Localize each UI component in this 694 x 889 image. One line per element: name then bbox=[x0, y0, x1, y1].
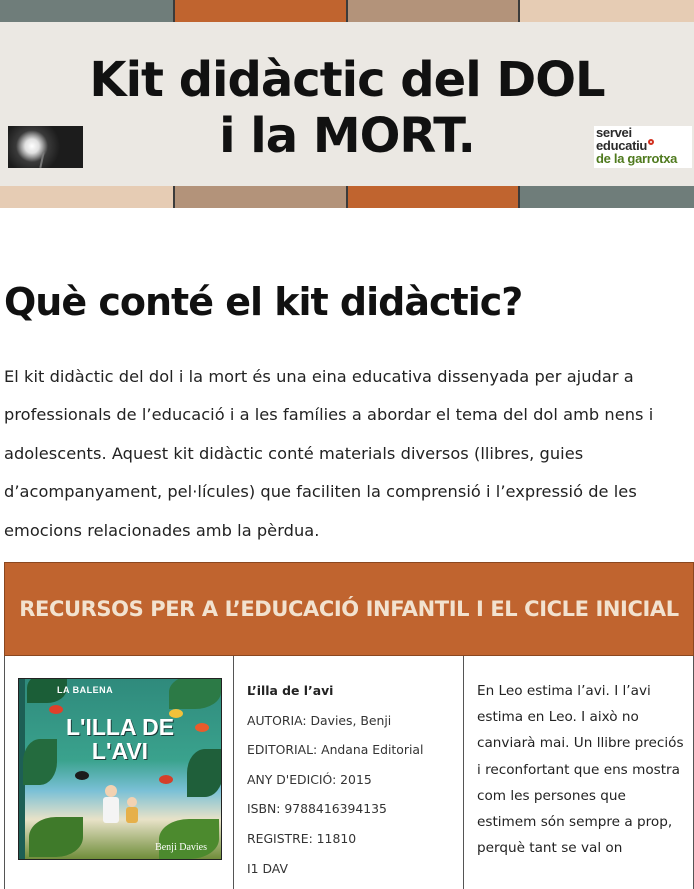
resource-table bbox=[4, 656, 694, 889]
resources-section-header bbox=[4, 562, 694, 656]
leaf-shape bbox=[169, 678, 221, 709]
book-publisher: EDITORIAL: Andana Editorial bbox=[247, 742, 424, 758]
stripe-segment bbox=[520, 0, 694, 22]
book-isbn: ISBN: 9788416394135 bbox=[247, 801, 387, 817]
logo-line3: de la garrotxa bbox=[596, 151, 678, 166]
book-title: L’illa de l’avi bbox=[247, 683, 334, 698]
book-description-cell bbox=[464, 656, 694, 889]
banner-title bbox=[0, 52, 694, 164]
cover-title-line1: L'ILLA DE bbox=[65, 714, 175, 740]
book-signature: I1 DAV bbox=[247, 860, 288, 876]
leaf-shape bbox=[159, 819, 219, 859]
cover-author: Benji Davies bbox=[155, 842, 207, 853]
stripe-segment bbox=[0, 186, 175, 208]
book-details-cell bbox=[234, 656, 464, 889]
stripe-segment bbox=[0, 0, 175, 22]
logo-line1: servei bbox=[596, 125, 632, 140]
grandfather-body bbox=[103, 797, 119, 823]
leaf-shape bbox=[29, 817, 83, 857]
logo-dot-icon bbox=[648, 139, 654, 145]
cover-publisher: LA BALENA bbox=[57, 685, 114, 695]
grandfather-head bbox=[105, 785, 117, 797]
parrot-shape bbox=[75, 771, 89, 780]
intro-paragraph: El kit didàctic del dol i la mort és una eina educativa dissenyada per ajudar a professionals de l’educació i a les famílies a abordar el tema del dol amb nens i adolescents. Aquest kit didàctic conté materials diversos (llibres, guies d’acompanyament, pel·lícules) que faciliten la comprensió i l’expressió de les emocions relacionades amb la pèrdua. bbox=[4, 367, 654, 540]
servei-educatiu-logo[interactable] bbox=[594, 126, 692, 168]
stripe-segment bbox=[520, 186, 694, 208]
parrot-shape bbox=[49, 705, 63, 714]
resources-section-title: RECURSOS PER A L’EDUCACIÓ INFANTIL I EL CICLE INICIAL bbox=[19, 597, 679, 621]
header-banner bbox=[0, 0, 694, 208]
parrot-shape bbox=[159, 775, 173, 784]
book-description: En Leo estima l’avi. I l’avi estima en Leo. I això no canviarà mai. Un llibre preciós i reconfortant que ens mostra com les persones que estimem són sempre a prop, perquè tant se val on bbox=[477, 683, 684, 857]
top-color-stripe bbox=[0, 0, 694, 22]
section-heading: Què conté el kit didàctic? bbox=[4, 280, 523, 324]
book-year: ANY D'EDICIÓ: 2015 bbox=[247, 771, 372, 787]
book-details bbox=[247, 676, 457, 883]
book-author: AUTORIA: Davies, Benji bbox=[247, 712, 392, 728]
book-cover-image[interactable] bbox=[18, 678, 222, 860]
stripe-segment bbox=[348, 0, 520, 22]
stripe-segment bbox=[175, 186, 348, 208]
banner-title-line1: Kit didàctic del DOL bbox=[89, 52, 605, 108]
stripe-segment bbox=[175, 0, 348, 22]
banner-title-line2: i la MORT. bbox=[219, 108, 475, 164]
cover-title bbox=[19, 715, 221, 763]
stripe-segment bbox=[348, 186, 520, 208]
book-cover-cell bbox=[5, 656, 234, 889]
boy-body bbox=[126, 807, 138, 823]
boy-head bbox=[127, 797, 137, 807]
bottom-color-stripe bbox=[0, 186, 694, 208]
book-register: REGISTRE: 11810 bbox=[247, 830, 357, 846]
logo-line2: educatiu bbox=[596, 138, 648, 153]
cover-title-line2: L'AVI bbox=[91, 738, 149, 764]
